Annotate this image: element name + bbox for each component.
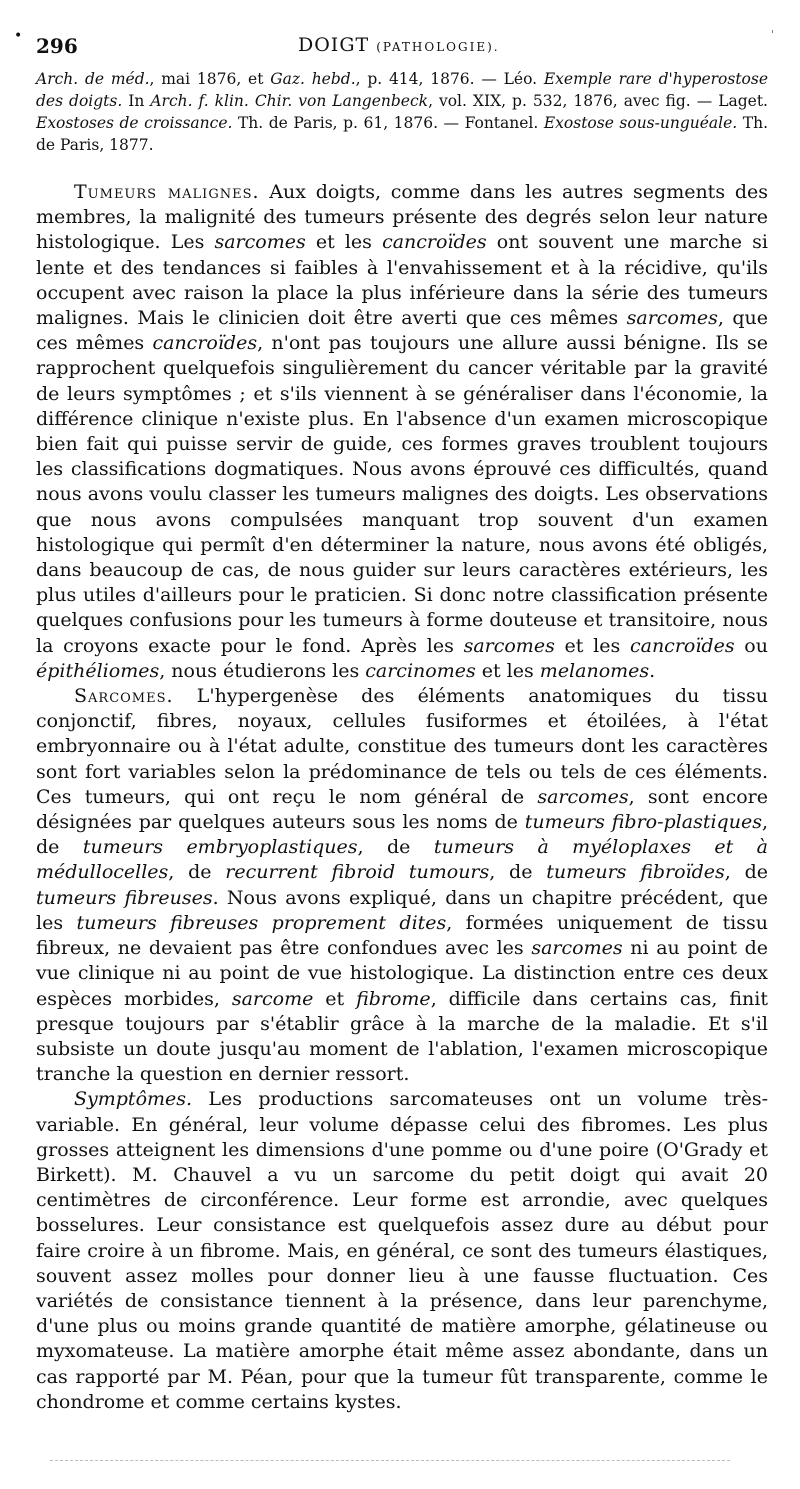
text-run: ou	[734, 634, 768, 657]
italic-term: sarcomes	[537, 785, 629, 808]
running-title	[298, 34, 500, 56]
ref-text: , p. 414, 1876. — Léo.	[355, 70, 544, 88]
text-run: , de	[357, 836, 434, 859]
text-run: et les	[554, 634, 630, 657]
italic-term: cancroïdes	[382, 231, 487, 254]
running-title-main: DOIGT	[298, 34, 370, 56]
main-text	[36, 180, 768, 1415]
ref-journal: Arch. de méd.	[36, 70, 150, 88]
text-run: ont souvent une marche si lente et des tendances si faibles à l'envahissement et à la récidive, qu'ils occupent avec raison la place la plus inférieure dans la série des tumeurs malignes. Mais le clinicien doit être averti que ces mêmes	[36, 231, 768, 330]
italic-term: carcinomes	[365, 659, 476, 682]
text-run: ni au point de vue clinique ni au point de vue histologique. La distinction entre ces deux espèces morbides,	[36, 937, 768, 1010]
italic-term: sarcomes	[531, 937, 623, 960]
text-run: , de	[724, 861, 768, 884]
text-run: et les	[475, 659, 540, 682]
ref-text: Th. de Paris, 1877.	[36, 114, 768, 154]
text-run: , de	[489, 861, 547, 884]
bibliography-entry	[36, 68, 768, 156]
italic-term: tumeurs embryoplastiques	[82, 836, 358, 859]
ref-text: , vol. XIX, p. 532, 1876, avec fig. — Laget.	[428, 92, 768, 110]
text-run: , n'ont pas toujours une allure aussi bénigne. Ils se rapprochent quelquefois singulièrement du cancer véritable par la gravité de leurs symptômes ; et s'ils viennent à se généraliser dans l'économie, la différence clinique n'existe plus. En l'absence d'un examen microscopique bien fait qui puisse servir de guide, ces formes graves troublent toujours les classifications dogmatiques. Nous avons éprouvé ces difficultés, quand nous avons voulu classer les tumeurs malignes des doigts. Les observations que nous avons compulsées manquant trop souvent d'un examen histologique qui permît d'en déterminer la nature, nous avons été obligés, dans beaucoup de cas, de nous guider sur leurs caractères extérieurs, les plus utiles d'ailleurs pour le praticien. Si donc notre classification présente quelques confusions pour les tumeurs à forme douteuse et transitoire, nous la croyons exacte pour le fond. Après les	[36, 332, 768, 657]
text-run: , formées uniquement de tissu fibreux, ne devaient pas être confondues avec les	[36, 911, 768, 960]
section-heading: Tumeurs malignes.	[74, 181, 260, 203]
paragraph-tumeurs-malignes	[36, 180, 768, 684]
italic-term: tumeurs fibroïdes	[546, 861, 725, 884]
page-number: 296	[36, 34, 78, 58]
bibliography-block	[36, 68, 768, 156]
italic-term: tumeurs à myéloplaxes et à médullocelles	[36, 836, 768, 884]
section-heading: Symptômes.	[74, 1088, 193, 1111]
ref-title: Exostose sous-unguéale.	[543, 114, 738, 132]
italic-term: fibrome	[356, 987, 431, 1010]
italic-term: recurrent fibroid tumours	[225, 861, 490, 884]
italic-term: sarcome	[231, 987, 314, 1010]
text-run: L'hypergenèse des éléments anatomiques du tissu conjonctif, fibres, noyaux, cellules fusiformes et étoilées, à l'état embryonnaire ou à l'état adulte, constitue des tumeurs dont les caractères sont fort variables selon la prédominance de tels ou tels de ces éléments. Ces tumeurs, qui ont reçu le nom général de	[36, 685, 768, 808]
text-run: , difficile dans certains cas, finit presque toujours par s'établir grâce à la marche de la maladie. Et s'il subsiste un doute jusqu'au moment de l'ablation, l'examen microscopique tranche la question en dernier ressort.	[36, 987, 768, 1086]
ref-text: Th. de Paris, p. 61, 1876. — Fontanel.	[232, 114, 544, 132]
margin-bullet: •	[14, 28, 23, 44]
page	[14, 28, 774, 1415]
running-title-sub: (PATHOLOGIE).	[376, 40, 500, 54]
italic-term: sarcomes	[626, 307, 718, 330]
page-header	[14, 28, 774, 60]
paragraph-symptomes	[36, 1087, 768, 1415]
ref-journal: Arch. f. klin. Chir. von Langenbeck	[150, 92, 429, 110]
ref-title: Exemple rare d'hyperostose des doigts.	[36, 70, 769, 110]
italic-term: melanomes	[539, 659, 650, 682]
italic-term: tumeurs fibro-plastiques	[524, 811, 762, 834]
ref-title: Exostoses de croissance.	[36, 114, 233, 132]
text-run: Les productions sarcomateuses ont un volume très-variable. En général, leur volume dépasse celui des fibromes. Les plus grosses atteignent les dimensions d'une pomme ou d'une poire (O'Grady et Birkett). M. Chauvel a vu un sarcome du petit doigt qui avait 20 centimètres de circonférence. Leur forme est arrondie, avec quelques bosselures. Leur consistance est quelquefois assez dure au début pour faire croire à un fibrome. Mais, en général, ce sont des tumeurs élastiques, souvent assez molles pour donner lieu à une fausse fluctuation. Ces variétés de consistance tiennent à la présence, dans leur parenchyme, d'une plus ou moins grande quantité de matière amorphe, gélatineuse ou myxomateuse. La matière amorphe était même assez abondante, dans un cas rapporté par M. Péan, pour que la tumeur fût transparente, comme le chondrome et comme certains kystes.	[36, 1088, 768, 1413]
text-run: Aux doigts, comme dans les autres segments des membres, la malignité des tumeurs présente des degrés selon leur nature histologique. Les	[36, 181, 768, 254]
ref-text: , mai 1876, et	[149, 70, 271, 88]
text-run: , de	[168, 861, 226, 884]
section-heading: Sarcomes.	[74, 685, 174, 708]
italic-term: épithéliomes	[36, 659, 160, 682]
corner-mark: '	[770, 28, 774, 41]
text-run: , nous étudierons les	[159, 659, 366, 682]
text-run: et les	[305, 231, 383, 254]
ref-text: In	[122, 92, 151, 110]
text-run: , que ces mêmes	[36, 307, 769, 355]
bottom-bleed-line	[50, 1460, 730, 1461]
text-run: .	[649, 659, 656, 682]
italic-term: sarcomes	[214, 231, 306, 254]
text-run: , sont encore désignées par quelques auteurs sous les noms de	[36, 785, 768, 834]
italic-term: sarcomes	[463, 634, 555, 657]
text-run: , de	[36, 811, 768, 859]
italic-term: cancroïdes	[629, 634, 735, 657]
text-run: . Nous avons expliqué, dans un chapitre précédent, que les	[36, 886, 768, 934]
text-run: et	[313, 987, 357, 1010]
italic-term: tumeurs fibreuses	[36, 886, 213, 909]
italic-term: cancroïdes	[152, 332, 258, 355]
italic-term: tumeurs fibreuses proprement dites	[76, 911, 447, 934]
paragraph-sarcomes	[36, 684, 768, 1087]
ref-journal: Gaz. hebd.	[270, 70, 356, 88]
